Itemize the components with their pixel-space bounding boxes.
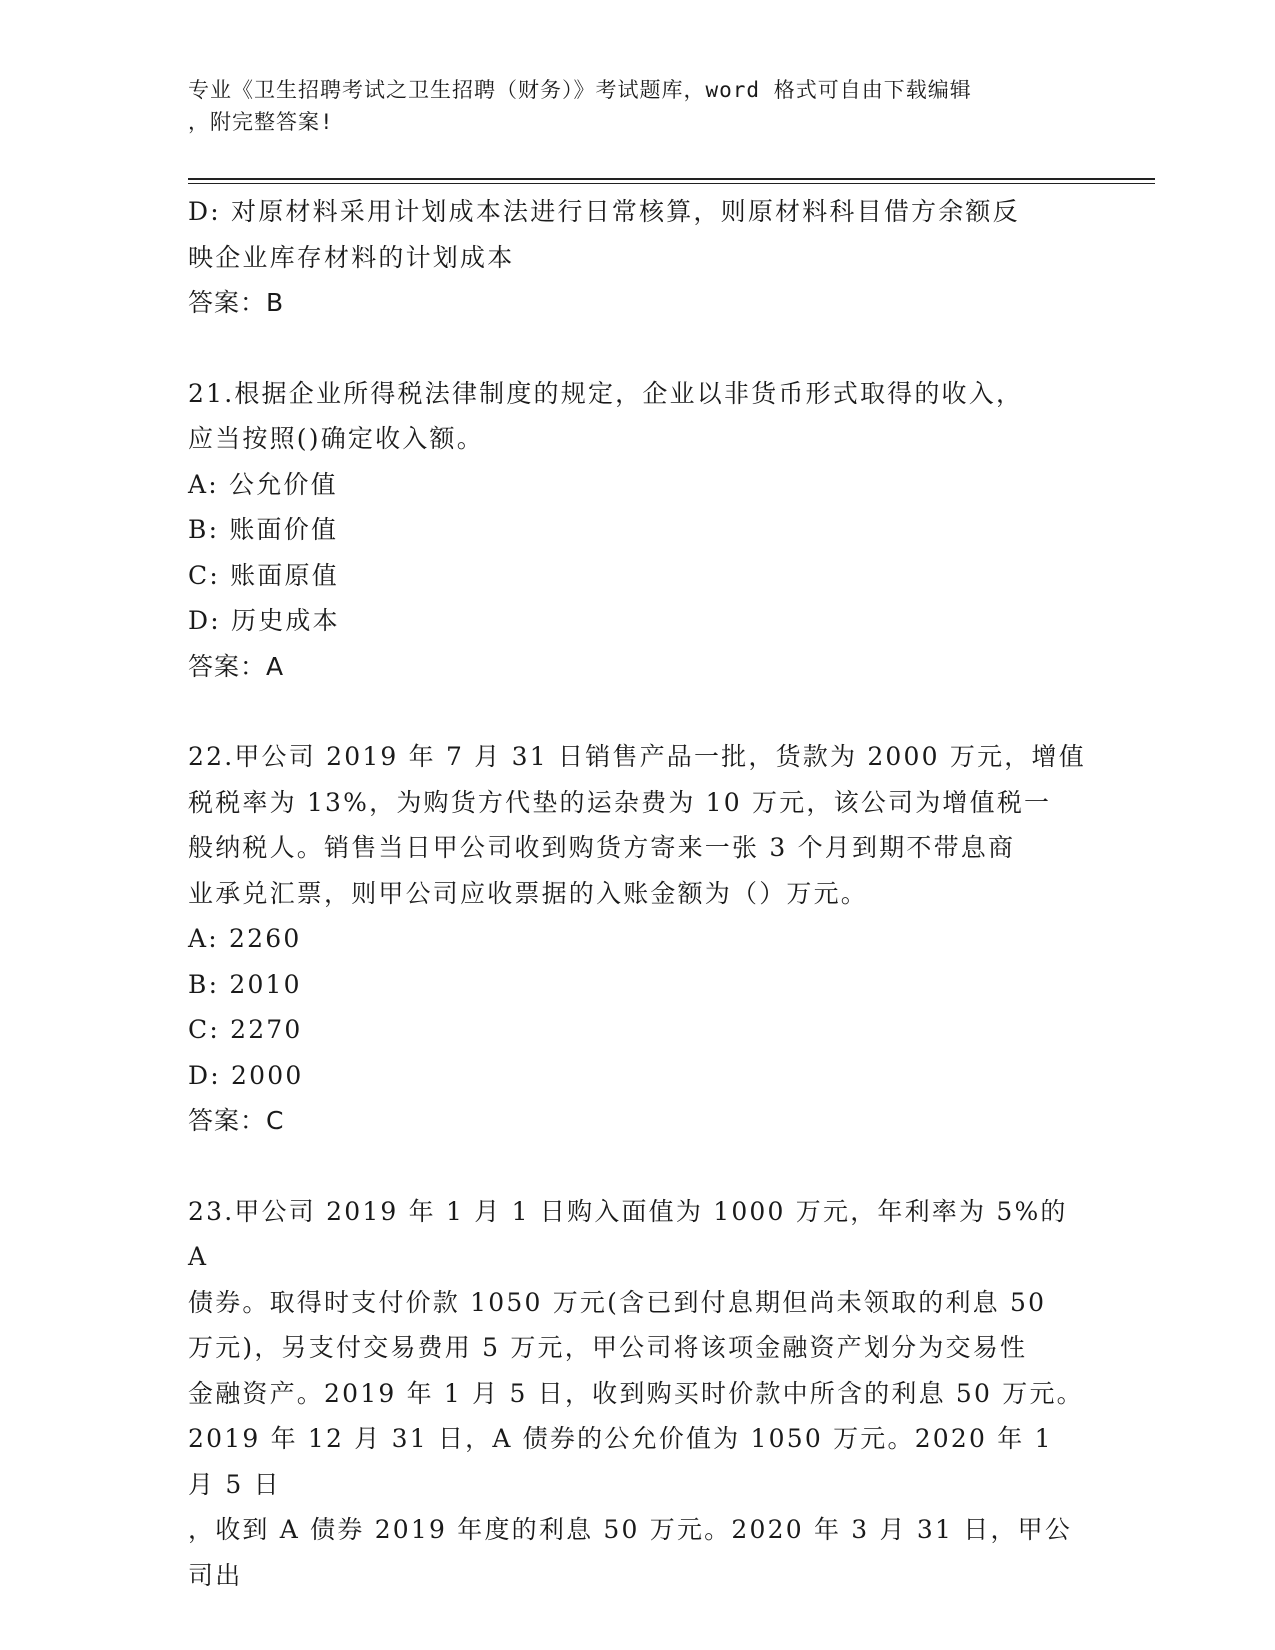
question-text-line: 般纳税人。销售当日甲公司收到购货方寄来一张 3 个月到期不带息商 — [188, 833, 1016, 862]
option-d: D: 2000 — [188, 1060, 304, 1090]
question-text-line: 金融资产。2019 年 1 月 5 日，收到购买时价款中所含的利息 50 万元。 — [188, 1378, 1084, 1408]
question-text-line: ，收到 A 债券 2019 年度的利息 50 万元。2020 年 3 月 31 日，甲公司出 — [188, 1515, 1073, 1590]
spacer — [188, 326, 1088, 371]
option-d: D: 对原材料采用计划成本法进行日常核算，则原材料科目借方余额反 — [188, 197, 1020, 226]
header-divider-thick — [188, 178, 1155, 180]
question-text-line: 22.甲公司 2019 年 7 月 31 日销售产品一批，货款为 2000 万元，增值 — [188, 742, 1086, 771]
header-line-2: ，附完整答案! — [188, 110, 334, 134]
question-list — [188, 189, 1088, 1598]
question-text-line: 税税率为 13%，为购货方代垫的运杂费为 10 万元，该公司为增值税一 — [188, 787, 1052, 817]
question-text-line: 业承兑汇票，则甲公司应收票据的入账金额为（）万元。 — [188, 878, 869, 908]
question-23 — [188, 1189, 1088, 1599]
option-b: B: 2010 — [188, 969, 302, 999]
spacer — [188, 689, 1088, 734]
option-d-continued: 映企业库存材料的计划成本 — [188, 242, 515, 272]
question-text-line: 21.根据企业所得税法律制度的规定，企业以非货币形式取得的收入， — [188, 378, 1024, 408]
option-d: D: 历史成本 — [188, 606, 340, 635]
previous-question-tail — [188, 189, 1088, 326]
question-text-line: 应当按照()确定收入额。 — [188, 424, 484, 453]
question-text-line: 债券。取得时支付价款 1050 万元(含已到付息期但尚未领取的利息 50 — [188, 1287, 1047, 1317]
document-header — [188, 74, 1068, 138]
answer-line: 答案：B — [188, 288, 285, 317]
question-text-line: 23.甲公司 2019 年 1 月 1 日购入面值为 1000 万元，年利率为 5%的 A — [188, 1196, 1078, 1271]
option-b: B: 账面价值 — [188, 515, 339, 544]
question-22 — [188, 734, 1088, 1144]
option-a: A: 公允价值 — [188, 469, 338, 499]
option-a: A: 2260 — [188, 924, 302, 953]
answer-line: 答案：C — [188, 1106, 285, 1135]
header-line-1: 专业《卫生招聘考试之卫生招聘（财务）》考试题库，word 格式可自由下载编辑 — [188, 78, 972, 102]
answer-line: 答案：A — [188, 651, 285, 681]
header-divider-thin — [188, 183, 1155, 184]
option-c: C: 账面原值 — [188, 560, 339, 590]
question-text-line: 万元)，另支付交易费用 5 万元，甲公司将该项金融资产划分为交易性 — [188, 1333, 1028, 1362]
option-c: C: 2270 — [188, 1015, 303, 1044]
spacer — [188, 1144, 1088, 1189]
question-text-line: 2019 年 12 月 31 日，A 债券的公允价值为 1050 万元。2020 年 1 月 5 日 — [188, 1424, 1063, 1499]
question-21 — [188, 371, 1088, 690]
